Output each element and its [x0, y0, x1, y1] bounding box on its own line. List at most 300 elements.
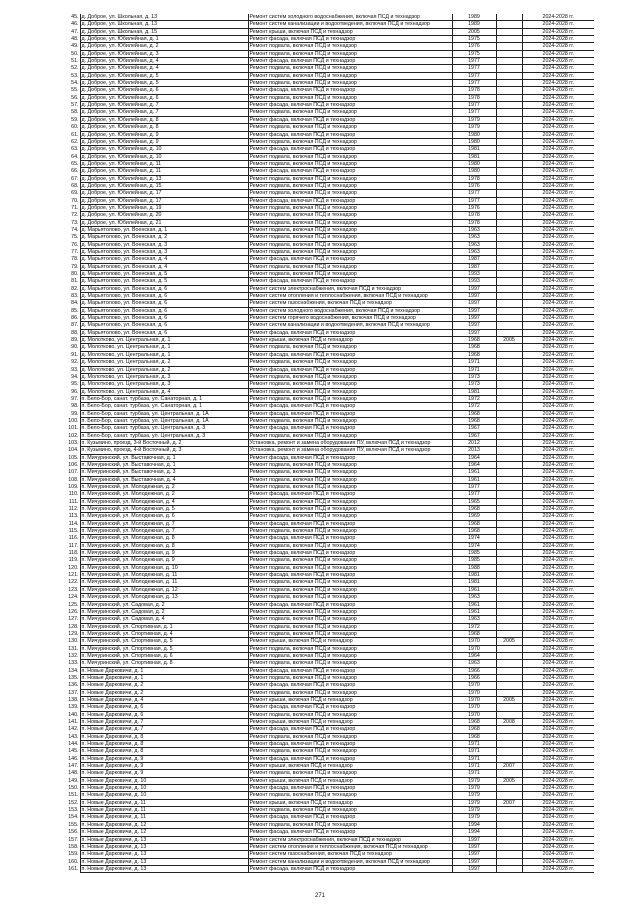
last-repair-year-cell — [496, 564, 522, 571]
row-number-cell: 146. — [60, 755, 80, 762]
table-row — [60, 608, 594, 615]
address-cell: п. Мичуринский, ул. Молодежная, д. 7 — [80, 528, 248, 535]
build-year-cell: 2005 — [452, 28, 496, 35]
address-cell: п. Новые Дарковичи, д. 2 — [80, 689, 248, 696]
build-year-cell: 1978 — [452, 212, 496, 219]
work-type-cell: Ремонт фасада, включая ПСД и технадзор — [248, 116, 452, 123]
last-repair-year-cell — [496, 623, 522, 630]
last-repair-year-cell — [496, 58, 522, 65]
last-repair-year-cell — [496, 395, 522, 402]
last-repair-year-cell — [496, 586, 522, 593]
last-repair-year-cell — [496, 65, 522, 72]
row-number-cell: 160. — [60, 858, 80, 865]
last-repair-year-cell — [496, 278, 522, 285]
address-cell: п. Бело-Бор, санат. турбаза, ул. Центральная, д. 3 — [80, 425, 248, 432]
work-type-cell: Ремонт подвала, включая ПСД и технадзор — [248, 733, 452, 740]
build-year-cell: 1993 — [452, 271, 496, 278]
last-repair-year-cell — [496, 300, 522, 307]
address-cell: д. Молотково, ул. Центральная, д. 1 — [80, 351, 248, 358]
table-row — [60, 491, 594, 498]
build-year-cell: 1978 — [452, 87, 496, 94]
last-repair-year-cell — [496, 373, 522, 380]
work-type-cell: Ремонт подвала, включая ПСД и технадзор — [248, 80, 452, 87]
address-cell: д. Молотково, ул. Центральная, д. 4 — [80, 388, 248, 395]
last-repair-year-cell — [496, 652, 522, 659]
row-number-cell: 84. — [60, 300, 80, 307]
build-year-cell: 1994 — [452, 821, 496, 828]
last-repair-year-cell — [496, 381, 522, 388]
table-row — [60, 381, 594, 388]
row-number-cell: 95. — [60, 381, 80, 388]
work-type-cell: Ремонт систем канализации и водоотведения, включая ПСД и технадзор — [248, 21, 452, 28]
address-cell: д. Доброе, ул. Юбилейная, д. 7 — [80, 102, 248, 109]
table-row — [60, 285, 594, 292]
address-cell: п. Новые Дарковичи, д. 6 — [80, 711, 248, 718]
table-row — [60, 638, 594, 645]
address-cell: д. Марьятолово, ул. Военская, д. 3 — [80, 249, 248, 256]
planned-period-cell: 2024-2028 гг. — [522, 373, 594, 380]
table-row — [60, 234, 594, 241]
build-year-cell: 1979 — [452, 785, 496, 792]
row-number-cell: 139. — [60, 704, 80, 711]
address-cell: д. Доброе, ул. Юбилейная, д. 7 — [80, 109, 248, 116]
address-cell: п. Мичуринский, ул. Спортивная, д. 5 — [80, 638, 248, 645]
build-year-cell: 1977 — [452, 190, 496, 197]
row-number-cell: 78. — [60, 256, 80, 263]
table-row — [60, 696, 594, 703]
planned-period-cell: 2024-2028 гг. — [522, 484, 594, 491]
build-year-cell: 1968 — [452, 351, 496, 358]
last-repair-year-cell — [496, 160, 522, 167]
address-cell: д. Доброе, ул. Юбилейная, д. 4 — [80, 65, 248, 72]
planned-period-cell: 2024-2028 гг. — [522, 594, 594, 601]
build-year-cell: 1968 — [452, 417, 496, 424]
build-year-cell: 1971 — [452, 748, 496, 755]
table-row — [60, 21, 594, 28]
build-year-cell: 1977 — [452, 65, 496, 72]
build-year-cell: 1997 — [452, 307, 496, 314]
row-number-cell: 82. — [60, 285, 80, 292]
last-repair-year-cell — [496, 366, 522, 373]
address-cell: д. Марьятолово, ул. Военская, д. 6 — [80, 307, 248, 314]
address-cell: д. Молотково, ул. Центральная, д. 2 — [80, 359, 248, 366]
work-type-cell: Ремонт подвала, включая ПСД и технадзор — [248, 586, 452, 593]
build-year-cell: 1980 — [452, 131, 496, 138]
planned-period-cell: 2024-2028 гг. — [522, 726, 594, 733]
build-year-cell: 1979 — [452, 792, 496, 799]
planned-period-cell: 2024-2028 гг. — [522, 719, 594, 726]
row-number-cell: 81. — [60, 278, 80, 285]
last-repair-year-cell — [496, 770, 522, 777]
row-number-cell: 141. — [60, 719, 80, 726]
planned-period-cell: 2024-2028 гг. — [522, 792, 594, 799]
address-cell: п. Новые Дарковичи, д. 2 — [80, 682, 248, 689]
build-year-cell: 1981 — [452, 579, 496, 586]
work-type-cell: Ремонт подвала, включая ПСД и технадзор — [248, 219, 452, 226]
address-cell: д. Доброе, ул. Школьная, д. 13 — [80, 14, 248, 21]
table-row — [60, 579, 594, 586]
work-type-cell: Ремонт фасада, включая ПСД и технадзор — [248, 410, 452, 417]
planned-period-cell: 2024-2028 гг. — [522, 124, 594, 131]
row-number-cell: 117. — [60, 542, 80, 549]
table-row — [60, 109, 594, 116]
last-repair-year-cell — [496, 748, 522, 755]
build-year-cell: 1972 — [452, 623, 496, 630]
table-row — [60, 711, 594, 718]
planned-period-cell: 2024-2028 гг. — [522, 630, 594, 637]
last-repair-year-cell — [496, 535, 522, 542]
row-number-cell: 159. — [60, 851, 80, 858]
build-year-cell: 1961 — [452, 469, 496, 476]
address-cell: п. Бело-Бор, санат. турбаза, ул. Центральная, д. 1А — [80, 417, 248, 424]
table-row — [60, 843, 594, 850]
address-cell: п. Новые Дарковичи, д. 9 — [80, 770, 248, 777]
row-number-cell: 54. — [60, 80, 80, 87]
address-cell: п. Мичуринский, ул. Молодежная, д. 6 — [80, 513, 248, 520]
planned-period-cell: 2024-2028 гг. — [522, 241, 594, 248]
planned-period-cell: 2024-2028 гг. — [522, 674, 594, 681]
work-type-cell: Ремонт подвала, включая ПСД и технадзор — [248, 395, 452, 402]
address-cell: п. Бело-Бор, санат. турбаза, ул. Санаторная, д. 1 — [80, 395, 248, 402]
build-year-cell: 1972 — [452, 395, 496, 402]
address-cell: п. Бело-Бор, санат. турбаза, ул. Центральная, д. 3 — [80, 432, 248, 439]
address-cell: п. Мичуринский, ул. Спортивная, д. 6 — [80, 652, 248, 659]
work-type-cell: Ремонт систем электроснабжения, включая ПСД и технадзор — [248, 836, 452, 843]
build-year-cell: 1997 — [452, 851, 496, 858]
last-repair-year-cell — [496, 491, 522, 498]
last-repair-year-cell — [496, 388, 522, 395]
last-repair-year-cell — [496, 542, 522, 549]
work-type-cell: Ремонт подвала, включая ПСД и технадзор — [248, 417, 452, 424]
table-row — [60, 329, 594, 336]
work-type-cell: Ремонт фасада, включая ПСД и технадзор — [248, 131, 452, 138]
table-row — [60, 535, 594, 542]
address-cell: д. Доброе, ул. Юбилейная, д. 21 — [80, 219, 248, 226]
work-type-cell: Ремонт подвала, включая ПСД и технадзор — [248, 542, 452, 549]
planned-period-cell: 2024-2028 гг. — [522, 557, 594, 564]
address-cell: п. Бело-Бор, санат. турбаза, ул. Центральная, д. 1А — [80, 410, 248, 417]
build-year-cell: 1987 — [452, 256, 496, 263]
build-year-cell: 1979 — [452, 807, 496, 814]
work-type-cell: Ремонт подвала, включая ПСД и технадзор — [248, 50, 452, 57]
table-row — [60, 821, 594, 828]
build-year-cell: 1979 — [452, 124, 496, 131]
address-cell: д. Марьятолово, ул. Военская, д. 4 — [80, 263, 248, 270]
address-cell: п. Мичуринский, ул. Выставочная, д. 1 — [80, 454, 248, 461]
planned-period-cell: 2024-2028 гг. — [522, 329, 594, 336]
last-repair-year-cell — [496, 807, 522, 814]
last-repair-year-cell — [496, 138, 522, 145]
build-year-cell: 1988 — [452, 564, 496, 571]
work-type-cell: Ремонт систем электроснабжения, включая ПСД и технадзор — [248, 285, 452, 292]
row-number-cell: 76. — [60, 241, 80, 248]
row-number-cell: 127. — [60, 616, 80, 623]
planned-period-cell: 2024-2028 гг. — [522, 153, 594, 160]
planned-period-cell: 2024-2028 гг. — [522, 395, 594, 402]
row-number-cell: 69. — [60, 190, 80, 197]
row-number-cell: 131. — [60, 645, 80, 652]
table-row — [60, 271, 594, 278]
planned-period-cell: 2024-2028 гг. — [522, 21, 594, 28]
last-repair-year-cell — [496, 447, 522, 454]
table-row — [60, 410, 594, 417]
build-year-cell: 1976 — [452, 204, 496, 211]
row-number-cell: 120. — [60, 564, 80, 571]
planned-period-cell: 2024-2028 гг. — [522, 278, 594, 285]
last-repair-year-cell — [496, 550, 522, 557]
planned-period-cell: 2024-2028 гг. — [522, 212, 594, 219]
work-type-cell: Ремонт систем холодного водоснабжения, включая ПСД и технадзор — [248, 14, 452, 21]
table-row — [60, 557, 594, 564]
table-row — [60, 616, 594, 623]
address-cell: п. Мичуринский, ул. Молодежная, д. 2 — [80, 491, 248, 498]
last-repair-year-cell — [496, 182, 522, 189]
last-repair-year-cell — [496, 80, 522, 87]
work-type-cell: Ремонт подвала, включая ПСД и технадзор — [248, 359, 452, 366]
row-number-cell: 147. — [60, 763, 80, 770]
table-row — [60, 858, 594, 865]
last-repair-year-cell — [496, 116, 522, 123]
work-type-cell: Ремонт подвала, включая ПСД и технадзор — [248, 109, 452, 116]
work-type-cell: Ремонт фасада, включая ПСД и технадзор — [248, 256, 452, 263]
work-type-cell: Ремонт подвала, включая ПСД и технадзор — [248, 821, 452, 828]
row-number-cell: 155. — [60, 821, 80, 828]
row-number-cell: 116. — [60, 535, 80, 542]
last-repair-year-cell — [496, 528, 522, 535]
last-repair-year-cell — [496, 865, 522, 872]
last-repair-year-cell: 2007 — [496, 799, 522, 806]
row-number-cell: 88. — [60, 329, 80, 336]
build-year-cell: 1963 — [452, 234, 496, 241]
build-year-cell: 1961 — [452, 476, 496, 483]
table-row — [60, 586, 594, 593]
work-type-cell: Ремонт подвала, включая ПСД и технадзор — [248, 432, 452, 439]
table-row — [60, 14, 594, 21]
row-number-cell: 118. — [60, 550, 80, 557]
planned-period-cell: 2024-2028 гг. — [522, 65, 594, 72]
row-number-cell: 57. — [60, 102, 80, 109]
work-type-cell: Ремонт фасада, включая ПСД и технадзор — [248, 425, 452, 432]
work-type-cell: Ремонт подвала, включая ПСД и технадзор — [248, 204, 452, 211]
row-number-cell: 90. — [60, 344, 80, 351]
planned-period-cell: 2024-2028 гг. — [522, 535, 594, 542]
planned-period-cell: 2024-2028 гг. — [522, 550, 594, 557]
address-cell: п. Новые Дарковичи, д. 12 — [80, 829, 248, 836]
planned-period-cell: 2024-2028 гг. — [522, 366, 594, 373]
address-cell: п. Мичуринский, ул. Выставочная, д. 3 — [80, 469, 248, 476]
work-type-cell: Ремонт подвала, включая ПСД и технадзор — [248, 373, 452, 380]
table-row — [60, 564, 594, 571]
address-cell: п. Мичуринский, ул. Садовая, д. 4 — [80, 616, 248, 623]
planned-period-cell: 2024-2028 гг. — [522, 285, 594, 292]
table-row — [60, 755, 594, 762]
address-cell: п. Новые Дарковичи, д. 6 — [80, 704, 248, 711]
address-cell: д. Доброе, ул. Юбилейная, д. 6 — [80, 94, 248, 101]
row-number-cell: 137. — [60, 689, 80, 696]
table-row — [60, 484, 594, 491]
planned-period-cell: 2024-2028 гг. — [522, 87, 594, 94]
planned-period-cell: 2024-2028 гг. — [522, 131, 594, 138]
address-cell: д. Доброе, ул. Юбилейная, д. 9 — [80, 138, 248, 145]
build-year-cell: 1973 — [452, 381, 496, 388]
row-number-cell: 45. — [60, 14, 80, 21]
build-year-cell: 1971 — [452, 366, 496, 373]
work-type-cell: Ремонт подвала, включая ПСД и технадзор — [248, 498, 452, 505]
build-year-cell: 1987 — [452, 263, 496, 270]
address-cell: п. Мичуринский, ул. Молодежная, д. 9 — [80, 550, 248, 557]
planned-period-cell: 2024-2028 гг. — [522, 322, 594, 329]
work-type-cell: Ремонт фасада, включая ПСД и технадзор — [248, 741, 452, 748]
planned-period-cell: 2024-2028 гг. — [522, 43, 594, 50]
build-year-cell: 1964 — [452, 461, 496, 468]
row-number-cell: 148. — [60, 770, 80, 777]
table-row — [60, 652, 594, 659]
table-row — [60, 263, 594, 270]
build-year-cell: 1985 — [452, 550, 496, 557]
work-type-cell: Ремонт систем отопления и теплоснабжения, включая ПСД и технадзор — [248, 843, 452, 850]
row-number-cell: 112. — [60, 506, 80, 513]
address-cell: п. Мичуринский, ул. Садовая, д. 2 — [80, 608, 248, 615]
build-year-cell: 1978 — [452, 94, 496, 101]
work-type-cell: Ремонт подвала, включая ПСД и технадзор — [248, 234, 452, 241]
table-row — [60, 226, 594, 233]
table-row — [60, 65, 594, 72]
row-number-cell: 126. — [60, 608, 80, 615]
table-row — [60, 572, 594, 579]
last-repair-year-cell — [496, 146, 522, 153]
last-repair-year-cell — [496, 579, 522, 586]
last-repair-year-cell — [496, 741, 522, 748]
work-type-cell: Ремонт фасада, включая ПСД и технадзор — [248, 146, 452, 153]
work-type-cell: Ремонт фасада, включая ПСД и технадзор — [248, 168, 452, 175]
address-cell: д. Марьятолово, ул. Военская, д. 6 — [80, 315, 248, 322]
work-type-cell: Ремонт подвала, включая ПСД и технадзор — [248, 616, 452, 623]
planned-period-cell: 2024-2028 гг. — [522, 263, 594, 270]
build-year-cell: 1989 — [452, 21, 496, 28]
planned-period-cell: 2024-2028 гг. — [522, 660, 594, 667]
last-repair-year-cell — [496, 843, 522, 850]
address-cell: п. Мичуринский, ул. Молодежная, д. 8 — [80, 542, 248, 549]
work-type-cell: Ремонт подвала, включая ПСД и технадзор — [248, 160, 452, 167]
row-number-cell: 99. — [60, 410, 80, 417]
last-repair-year-cell: 2005 — [496, 777, 522, 784]
row-number-cell: 107. — [60, 469, 80, 476]
table-row — [60, 814, 594, 821]
last-repair-year-cell — [496, 212, 522, 219]
work-type-cell: Ремонт систем горячего водоснабжения, включая ПСД и технадзор — [248, 315, 452, 322]
table-row — [60, 293, 594, 300]
work-type-cell: Ремонт подвала, включая ПСД и технадзор — [248, 652, 452, 659]
row-number-cell: 55. — [60, 87, 80, 94]
build-year-cell: 1961 — [452, 586, 496, 593]
table-row — [60, 542, 594, 549]
build-year-cell: 1981 — [452, 146, 496, 153]
work-type-cell: Ремонт подвала, включая ПСД и технадзор — [248, 469, 452, 476]
planned-period-cell: 2024-2028 гг. — [522, 271, 594, 278]
work-type-cell: Ремонт подвала, включая ПСД и технадзор — [248, 689, 452, 696]
address-cell: д. Доброе, ул. Юбилейная, д. 10 — [80, 153, 248, 160]
table-row — [60, 733, 594, 740]
row-number-cell: 47. — [60, 28, 80, 35]
table-row — [60, 674, 594, 681]
table-row — [60, 43, 594, 50]
planned-period-cell: 2024-2028 гг. — [522, 704, 594, 711]
work-type-cell: Ремонт фасада, включая ПСД и технадзор — [248, 87, 452, 94]
row-number-cell: 73. — [60, 219, 80, 226]
address-cell: п. Мичуринский, ул. Выставочная, д. 4 — [80, 476, 248, 483]
work-type-cell: Ремонт крыши, включая ПСД и технадзор — [248, 28, 452, 35]
table-row — [60, 72, 594, 79]
table-row — [60, 667, 594, 674]
build-year-cell: 1977 — [452, 109, 496, 116]
last-repair-year-cell — [496, 711, 522, 718]
build-year-cell: 1977 — [452, 197, 496, 204]
address-cell: д. Доброе, ул. Юбилейная, д. 8 — [80, 116, 248, 123]
work-type-cell: Ремонт фасада, включая ПСД и технадзор — [248, 550, 452, 557]
row-number-cell: 61. — [60, 131, 80, 138]
last-repair-year-cell — [496, 594, 522, 601]
table-row — [60, 307, 594, 314]
work-type-cell: Ремонт фасада, включая ПСД и технадзор — [248, 829, 452, 836]
address-cell: д. Доброе, ул. Юбилейная, д. 20 — [80, 212, 248, 219]
address-cell: д. Доброе, ул. Школьная, д. 13 — [80, 21, 248, 28]
address-cell: д. Доброе, ул. Юбилейная, д. 5 — [80, 80, 248, 87]
address-cell: п. Новые Дарковичи, д. 1 — [80, 674, 248, 681]
address-cell: п. Кузьмино, проезд, 4-й Восточный, д. 3 — [80, 447, 248, 454]
last-repair-year-cell — [496, 72, 522, 79]
table-row — [60, 249, 594, 256]
row-number-cell: 80. — [60, 271, 80, 278]
last-repair-year-cell — [496, 315, 522, 322]
last-repair-year-cell — [496, 726, 522, 733]
planned-period-cell: 2024-2028 гг. — [522, 28, 594, 35]
last-repair-year-cell — [496, 271, 522, 278]
build-year-cell: 1975 — [452, 36, 496, 43]
table-row — [60, 550, 594, 557]
address-cell: д. Молотково, ул. Центральная, д. 2 — [80, 366, 248, 373]
planned-period-cell: 2024-2028 гг. — [522, 748, 594, 755]
table-row — [60, 719, 594, 726]
planned-period-cell: 2024-2028 гг. — [522, 58, 594, 65]
work-type-cell: Ремонт подвала, включая ПСД и технадзор — [248, 660, 452, 667]
last-repair-year-cell — [496, 28, 522, 35]
planned-period-cell: 2024-2028 гг. — [522, 821, 594, 828]
work-type-cell: Ремонт фасада, включая ПСД и технадзор — [248, 682, 452, 689]
table-row — [60, 403, 594, 410]
work-type-cell: Ремонт фасада, включая ПСД и технадзор — [248, 535, 452, 542]
work-type-cell: Ремонт подвала, включая ПСД и технадзор — [248, 65, 452, 72]
last-repair-year-cell — [496, 476, 522, 483]
build-year-cell: 1971 — [452, 755, 496, 762]
last-repair-year-cell — [496, 168, 522, 175]
build-year-cell: 1997 — [452, 293, 496, 300]
build-year-cell: 1970 — [452, 645, 496, 652]
row-number-cell: 109. — [60, 484, 80, 491]
work-type-cell: Ремонт систем канализации и водоотведения, включая ПСД и технадзор — [248, 858, 452, 865]
work-type-cell: Ремонт подвала, включая ПСД и технадзор — [248, 476, 452, 483]
build-year-cell: 1967 — [452, 425, 496, 432]
work-type-cell: Ремонт подвала, включая ПСД и технадзор — [248, 344, 452, 351]
row-number-cell: 108. — [60, 476, 80, 483]
address-cell: п. Новые Дарковичи, д. 13 — [80, 865, 248, 872]
planned-period-cell: 2024-2028 гг. — [522, 425, 594, 432]
row-number-cell: 77. — [60, 249, 80, 256]
table-row — [60, 748, 594, 755]
row-number-cell: 153. — [60, 807, 80, 814]
last-repair-year-cell — [496, 190, 522, 197]
build-year-cell: 1979 — [452, 799, 496, 806]
last-repair-year-cell — [496, 454, 522, 461]
